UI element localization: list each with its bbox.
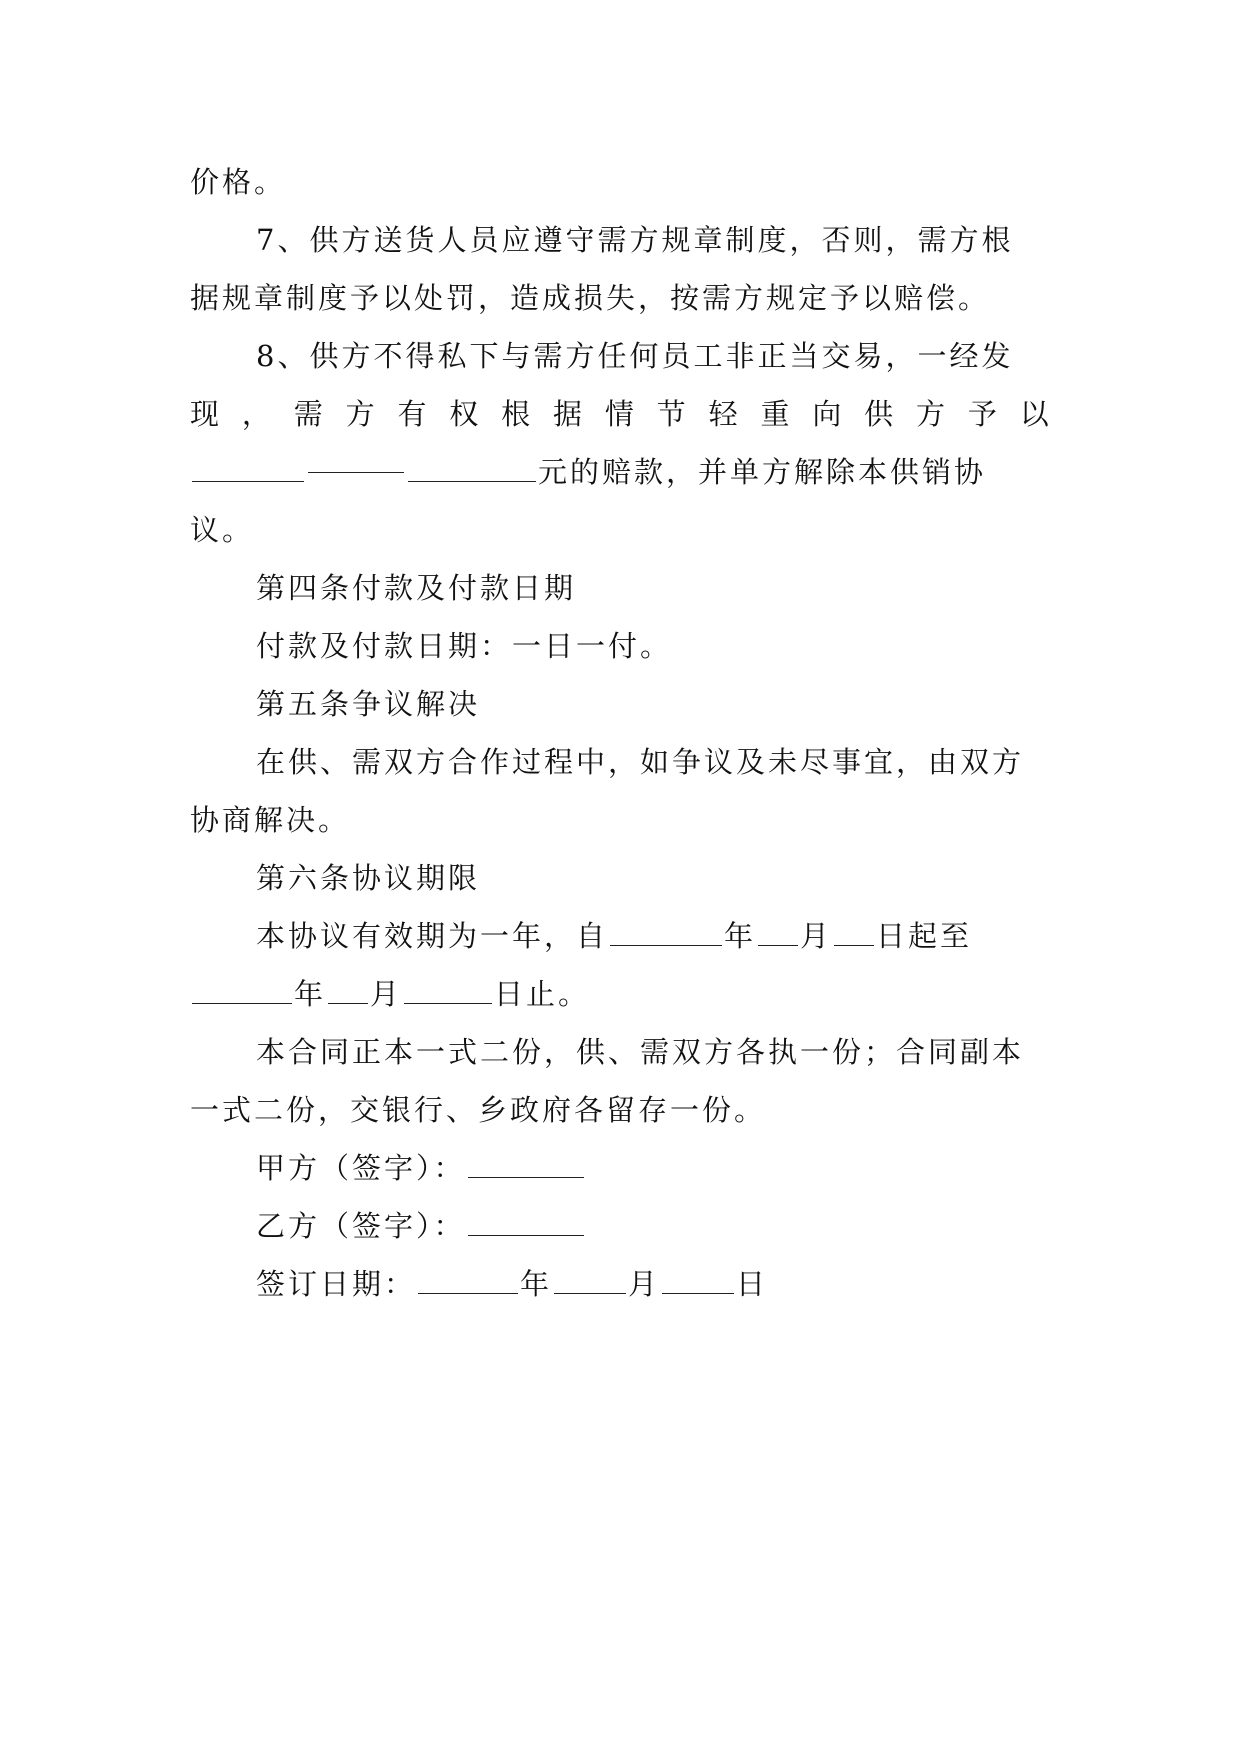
justified-char: 节 — [656, 397, 689, 431]
start-year-blank[interactable] — [610, 917, 722, 946]
sign-year-blank[interactable] — [418, 1265, 518, 1294]
party-a-signature-line: 甲方（签字）： — [190, 1139, 1052, 1197]
sign-day-blank[interactable] — [662, 1265, 734, 1294]
justified-char: 方 — [916, 397, 949, 431]
clause-7-line-2: 据规章制度予以处罚，造成损失，按需方规定予以赔偿。 — [190, 281, 991, 315]
amount-max-blank[interactable] — [408, 453, 536, 482]
clause-8-line-4: 议。 — [190, 513, 255, 547]
end-day-blank[interactable] — [404, 975, 492, 1004]
justified-char: 以 — [1019, 397, 1052, 431]
document-body — [190, 153, 1052, 1313]
justified-char: 根 — [501, 397, 534, 431]
justified-char: 予 — [967, 397, 1000, 431]
clause-8-line-1: 8、供方不得私下与需方任何员工非正当交易，一经发 — [256, 339, 1014, 373]
article-5-body-line-1: 在供、需双方合作过程中，如争议及未尽事宜，由双方 — [256, 745, 1025, 779]
justified-char: 向 — [812, 397, 845, 431]
start-day-blank[interactable] — [834, 917, 874, 946]
amount-min-blank[interactable] — [192, 453, 304, 482]
justified-char: 有 — [397, 397, 430, 431]
justified-char: 现 — [190, 397, 223, 431]
text-line: 价格。 — [190, 165, 287, 199]
end-month-blank[interactable] — [328, 975, 368, 1004]
article-6-heading: 第六条协议期限 — [256, 861, 481, 895]
justified-char: 轻 — [708, 397, 741, 431]
term-start-line: 本协议有效期为一年，自 年 月 日起至 — [256, 919, 973, 953]
article-5-heading: 第五条争议解决 — [256, 687, 481, 721]
clause-8-line-3: 元的赔款，并单方解除本供销协 — [190, 443, 1052, 501]
justified-char: 重 — [760, 397, 793, 431]
clause-7-line-1: 7、供方送货人员应遵守需方规章制度，否则，需方根 — [256, 223, 1014, 257]
clause-8-line-2 — [190, 385, 1052, 443]
article-5-body-line-2: 协商解决。 — [190, 803, 351, 837]
justified-char: 据 — [553, 397, 586, 431]
article-4-heading: 第四条付款及付款日期 — [256, 571, 577, 605]
copies-line-1: 本合同正本一式二份，供、需双方各执一份；合同副本 — [256, 1035, 1025, 1069]
copies-line-2: 一式二份，交银行、乡政府各留存一份。 — [190, 1093, 767, 1127]
justified-char: ， — [241, 397, 274, 431]
justified-char: 情 — [604, 397, 637, 431]
party-b-signature-line: 乙方（签字）： — [190, 1197, 1052, 1255]
sign-month-blank[interactable] — [554, 1265, 626, 1294]
justified-char: 需 — [293, 397, 326, 431]
signing-date-line: 签订日期： 年 月 日 — [256, 1267, 769, 1301]
range-dash — [308, 472, 404, 473]
party-a-signature-blank[interactable] — [468, 1149, 584, 1178]
term-end-line: 年 月 日止。 — [190, 965, 1052, 1023]
article-4-body: 付款及付款日期：一日一付。 — [256, 629, 673, 663]
end-year-blank[interactable] — [192, 975, 292, 1004]
start-month-blank[interactable] — [758, 917, 798, 946]
justified-char: 供 — [864, 397, 897, 431]
justified-char: 权 — [449, 397, 482, 431]
party-b-signature-blank[interactable] — [468, 1207, 584, 1236]
justified-char: 方 — [345, 397, 378, 431]
